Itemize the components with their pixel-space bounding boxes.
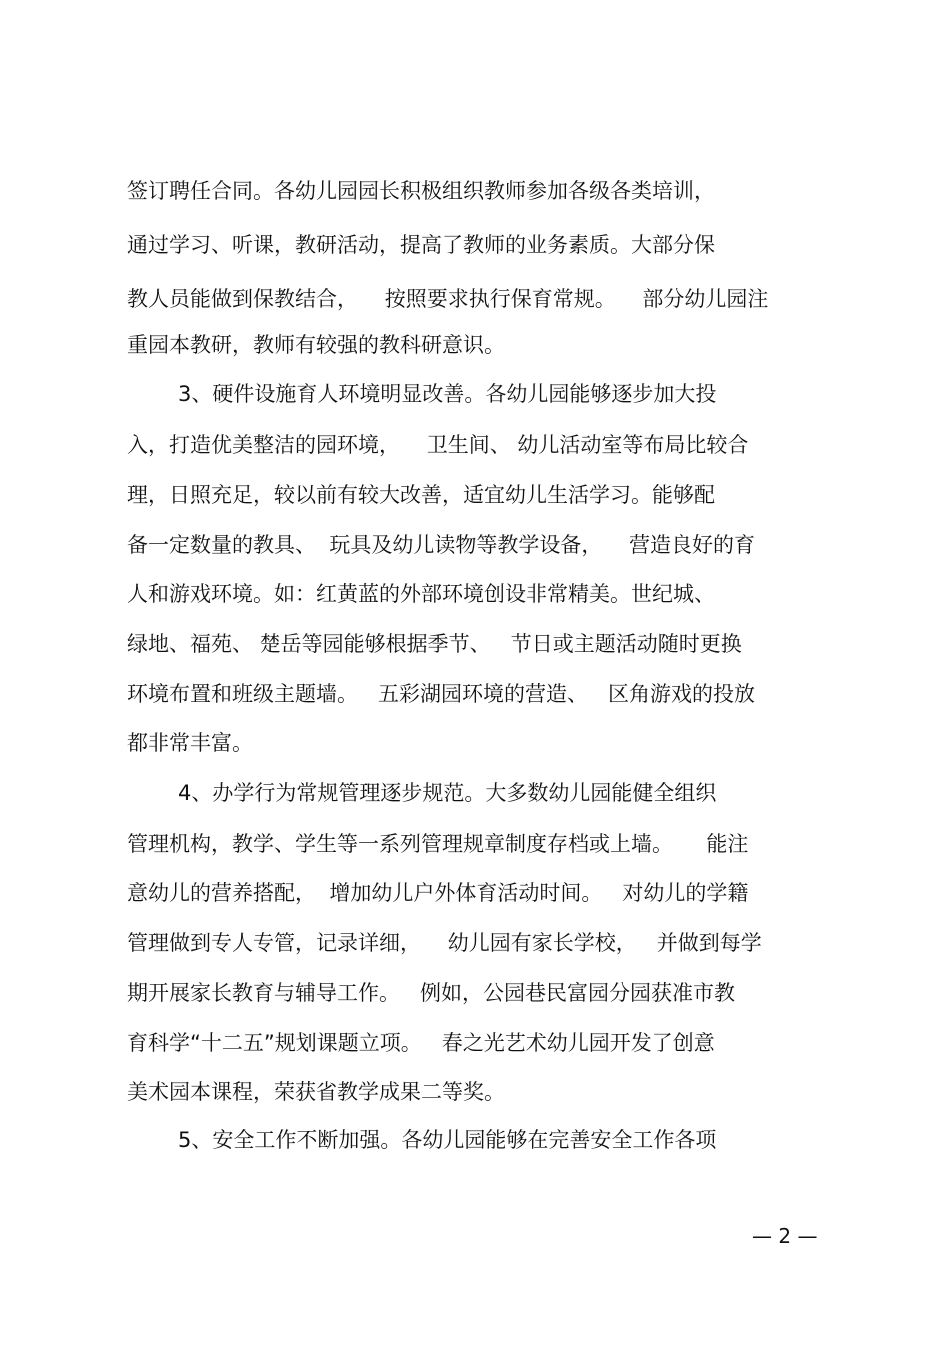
- section-heading-4: 4、办学行为常规管理逐步规范。大多数幼儿园能健全组织: [178, 781, 717, 805]
- text-line: 绿地、福苑、 楚岳等园能够根据季节、 节日或主题活动随时更换: [127, 632, 742, 656]
- section-heading-3: 3、硬件设施育人环境明显改善。各幼儿园能够逐步加大投: [178, 382, 717, 406]
- text-line: 备一定数量的教具、 玩具及幼儿读物等教学设备， 营造良好的育: [127, 533, 756, 557]
- text-line: 入，打造优美整洁的园环境， 卫生间、 幼儿活动室等布局比较合: [127, 433, 749, 457]
- text-line: 管理做到专人专管，记录详细， 幼儿园有家长学校， 并做到每学: [127, 931, 762, 955]
- text-line: 管理机构，教学、学生等一系列管理规章制度存档或上墙。 能注: [127, 832, 749, 856]
- section-heading-5: 5、安全工作不断加强。各幼儿园能够在完善安全工作各项: [178, 1128, 717, 1152]
- text-line: 签订聘任合同。各幼儿园园长积极组织教师参加各级各类培训，: [127, 179, 715, 203]
- page-number: — 2 —: [752, 1224, 818, 1248]
- text-line: 人和游戏环境。如：红黄蓝的外部环境创设非常精美。世纪城、: [127, 582, 715, 606]
- text-line: 教人员能做到保教结合， 按照要求执行保育常规。 部分幼儿园注: [127, 287, 769, 311]
- text-line: 美术园本课程，荣获省教学成果二等奖。: [127, 1080, 505, 1104]
- text-line: 期开展家长教育与辅导工作。 例如，公园巷民富园分园获准市教: [127, 981, 736, 1005]
- text-line: 通过学习、听课，教研活动，提高了教师的业务素质。大部分保: [127, 233, 715, 257]
- text-line: 重园本教研，教师有较强的教科研意识。: [127, 333, 505, 357]
- text-line: 都非常丰富。: [127, 731, 253, 755]
- text-line: 环境布置和班级主题墙。 五彩湖园环境的营造、 区角游戏的投放: [127, 682, 756, 706]
- text-line: 育科学“十二五”规划课题立项。 春之光艺术幼儿园开发了创意: [127, 1031, 715, 1055]
- text-line: 理，日照充足，较以前有较大改善，适宜幼儿生活学习。能够配: [127, 483, 715, 507]
- text-line: 意幼儿的营养搭配， 增加幼儿户外体育活动时间。 对幼儿的学籍: [127, 881, 749, 905]
